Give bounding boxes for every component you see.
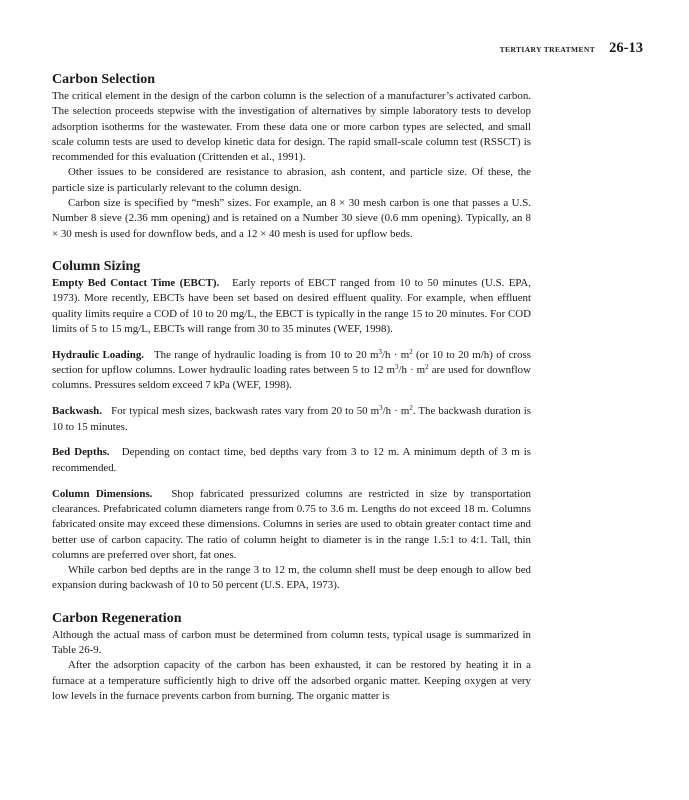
paragraph-carbon-regeneration-2: After the adsorption capacity of the carbon has been exhausted, it can be restored by heating it in a furnace at a temperature sufficiently high to drive off the adsorbed organic matter. Keeping oxygen at very low levels in the furnace prevents carbon from burning. The organic matter is — [52, 659, 531, 702]
heading-carbon-selection: Carbon Selection — [52, 72, 156, 87]
paragraph-hydraulic-loading — [52, 348, 531, 394]
paragraph-carbon-selection-2: Other issues to be considered are resistance to abrasion, ash content, and particle size. Of these, the particle size is particularly relevant to the column design. — [52, 166, 531, 194]
text-backwash-1: For typical mesh sizes, backwash rates vary from 20 to 50 m — [111, 405, 380, 418]
body-text — [52, 71, 531, 704]
text-bed-depths: Depending on contact time, bed depths vary from 3 to 12 m. A minimum depth of 3 m is recommended. — [52, 446, 531, 474]
text-hydraulic-3: (or 10 to 20 m/h) of cross section for upflow columns. Lower hydraulic loading rates between 5 to 12 m — [52, 348, 531, 377]
sup-hydraulic-2: 2 — [409, 347, 413, 356]
text-ebct: Early reports of EBCT ranged from 10 to 50 minutes (U.S. EPA, 1973). More recently, EBCTs have been set based on desired effluent quality. For example, when effluent quality limits require a COD of 10 to 20 mg/L, the EBCT is typically in the range 15 to 20 minutes. For COD limits of 5 to 15 mg/L, EBCTs will range from 30 to 35 minutes (WEF, 1998). — [52, 276, 531, 335]
sup-backwash-2: 2 — [409, 404, 413, 413]
sup-hydraulic-3: 3 — [394, 363, 399, 372]
runin-column-dimensions: Column Dimensions. — [52, 487, 153, 500]
text-hydraulic-4: /h · m — [398, 364, 426, 377]
paragraph-backwash — [52, 404, 531, 435]
page-header — [500, 40, 643, 57]
page-number: 26-13 — [609, 40, 643, 56]
sup-hydraulic-4: 2 — [425, 363, 429, 372]
paragraph-column-dimensions — [52, 487, 531, 563]
text-hydraulic-2: /h · m — [381, 348, 410, 361]
text-column-dimensions: Shop fabricated pressurized columns are restricted in size by transportation clearances. Prefabricated column diameters range from 0.75 to 3.6 m. Lengths do not exceed 18 m. Columns fabricated onsite may exceed these dimensions. Columns in series are used to obtain greater contact time and better use of carbon capacity. The ratio of column height to diameter is in the range 1.5:1 to 4:1. Tall, thin columns are preferred over short, fat ones. — [52, 487, 531, 561]
text-backwash-3: . The backwash duration is 10 to 15 minutes. — [52, 405, 531, 433]
paragraph-carbon-selection-1: The critical element in the design of the carbon column is the selection of a manufacturer’s activated carbon. The selection proceeds stepwise with the investigation of alternatives by simple laboratory tests to develop adsorption isotherms for the wastewater. From these data one or more carbon types are selected, and small scale column tests are used to develop kinetic data for design. The rapid small-scale column test (RSSCT) is recommended for this evaluation (Crittenden et al., 1991). — [52, 90, 531, 164]
paragraph-carbon-regeneration-1: Although the actual mass of carbon must be determined from column tests, typical usage is summarized in Table 26-9. — [52, 628, 531, 656]
paragraph-carbon-selection-3: Carbon size is specified by “mesh” sizes. For example, an 8 × 30 mesh carbon is one that passes a U.S. Number 8 sieve (2.36 mm opening) and is retained on a Number 30 sieve (0.6 mm opening). Typically, an 8 × 30 mesh is used for downflow beds, and a 12 × 40 mesh is used for upflow beds. — [52, 197, 531, 240]
heading-carbon-regeneration: Carbon Regeneration — [52, 610, 182, 626]
text-hydraulic-5: are used for downflow columns. Pressures seldom exceed 7 kPa (WEF, 1998). — [52, 364, 531, 392]
text-hydraulic-1: The range of hydraulic loading is from 10 to 20 m — [154, 348, 379, 361]
paragraph-bed-depths — [52, 445, 531, 476]
runin-ebct: Empty Bed Contact Time (EBCT). — [52, 276, 220, 289]
running-head: TERTIARY TREATMENT — [499, 45, 596, 54]
text-backwash-2: /h · m — [382, 405, 410, 418]
sup-backwash-1: 3 — [379, 404, 383, 413]
runin-hydraulic-loading: Hydraulic Loading. — [52, 348, 144, 361]
paragraph-ebct — [52, 276, 531, 337]
runin-backwash: Backwash. — [52, 405, 102, 418]
runin-bed-depths: Bed Depths. — [52, 446, 110, 459]
heading-column-sizing: Column Sizing — [52, 258, 141, 274]
paragraph-column-dimensions-2: While carbon bed depths are in the range 3 to 12 m, the column shell must be deep enough to allow bed expansion during backwash of 10 to 50 percent (U.S. EPA, 1973). — [52, 564, 531, 592]
sup-hydraulic-1: 3 — [378, 347, 382, 356]
